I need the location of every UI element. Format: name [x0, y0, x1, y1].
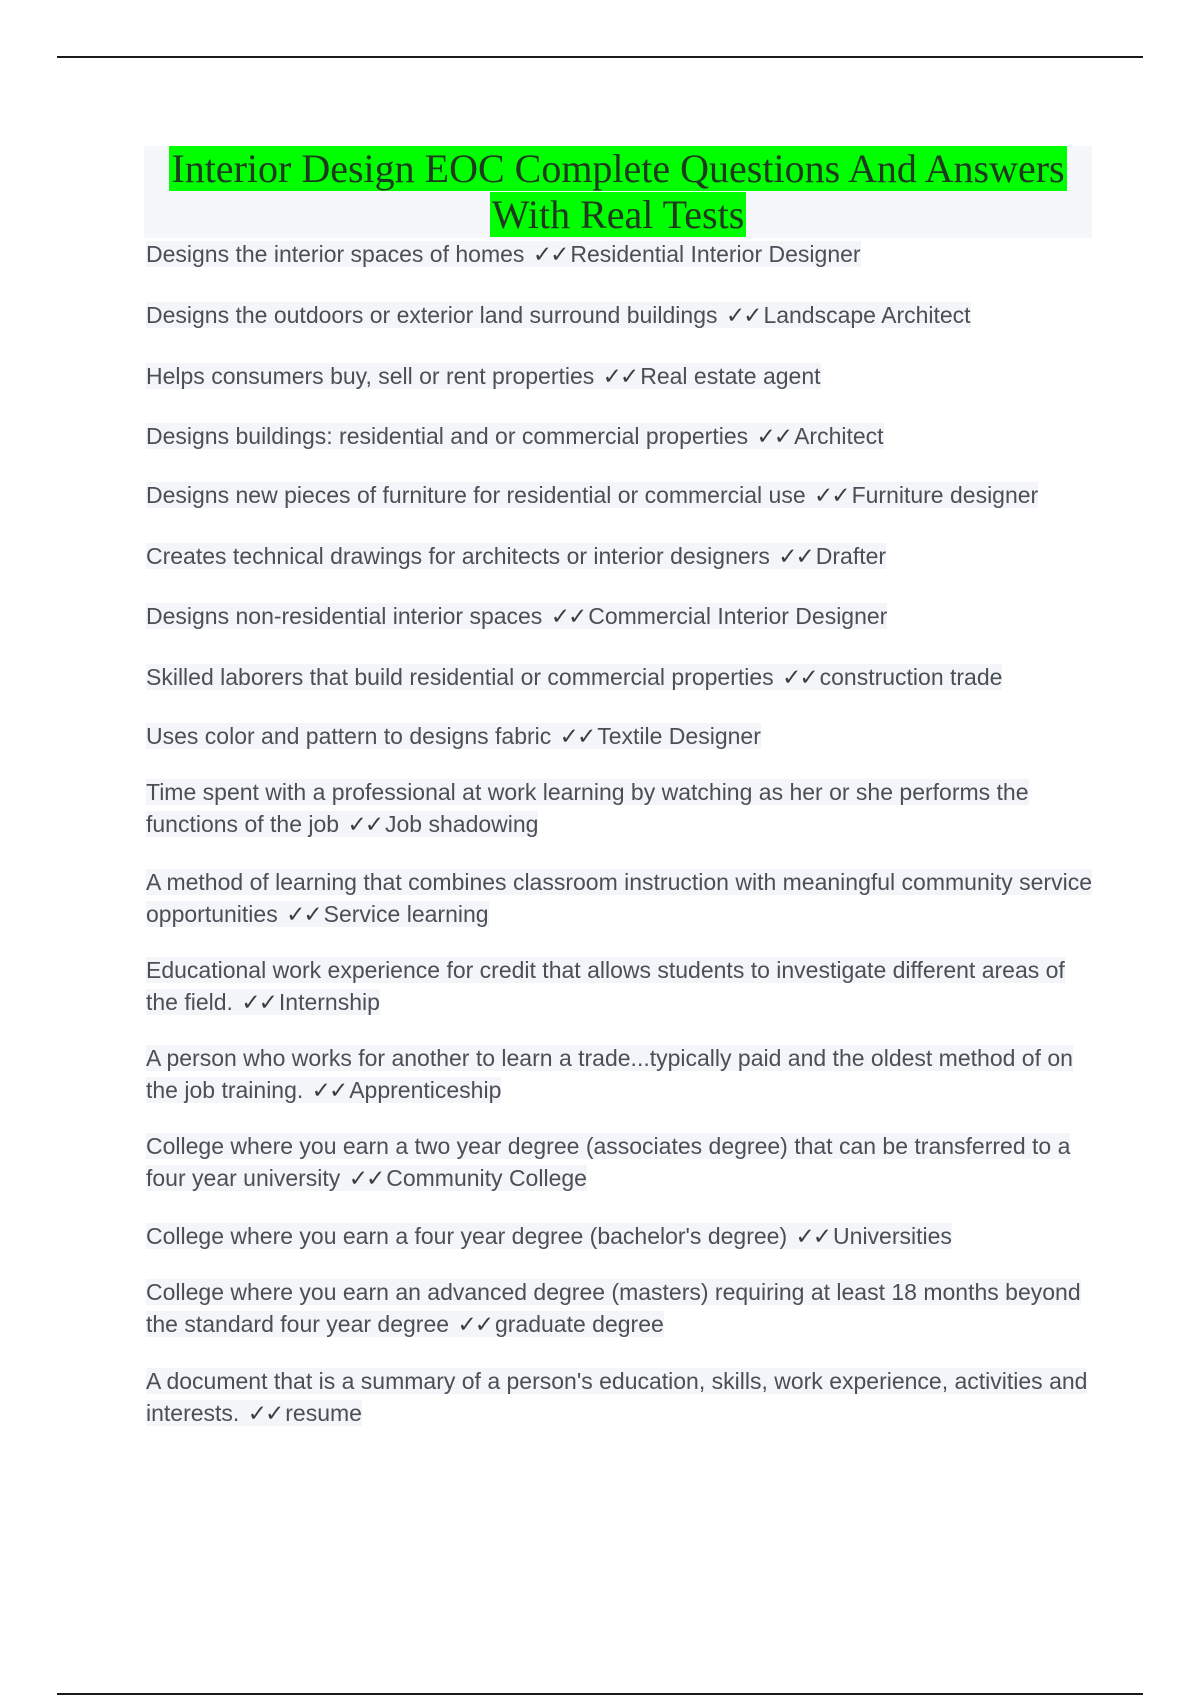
check-icon: ✓✓ — [532, 241, 568, 267]
check-icon: ✓✓ — [241, 989, 276, 1015]
question-text: College where you earn a two year degree (associates degree) that can be transferred to a four year university — [146, 1133, 1071, 1191]
check-icon: ✓✓ — [347, 811, 383, 837]
question-text: Skilled laborers that build residential or commercial properties — [146, 664, 774, 690]
qa-item — [146, 1276, 1094, 1340]
check-icon: ✓✓ — [311, 1077, 347, 1103]
check-icon: ✓✓ — [247, 1400, 283, 1426]
check-icon: ✓✓ — [814, 482, 849, 508]
answer-text: construction trade — [819, 664, 1003, 690]
check-icon: ✓✓ — [559, 723, 595, 749]
check-icon: ✓✓ — [725, 302, 761, 328]
document-title: Interior Design EOC Complete Questions And Answers With Real Tests — [171, 146, 1065, 237]
qa-item — [146, 299, 971, 331]
answer-text: Commercial Interior Designer — [588, 603, 888, 629]
answer-text: Landscape Architect — [763, 302, 971, 328]
qa-item — [146, 720, 761, 752]
check-icon: ✓✓ — [782, 664, 817, 690]
check-icon: ✓✓ — [457, 1311, 492, 1337]
title-block — [144, 146, 1092, 238]
qa-item — [146, 238, 861, 270]
answer-text: Internship — [278, 989, 380, 1015]
qa-item — [146, 954, 1094, 1018]
qa-item — [146, 776, 1094, 840]
question-text: Designs buildings: residential and or commercial properties — [146, 423, 749, 449]
question-text: Uses color and pattern to designs fabric — [146, 723, 552, 749]
answer-text: Drafter — [815, 543, 887, 569]
answer-text: resume — [285, 1400, 362, 1426]
question-text: Designs the interior spaces of homes — [146, 241, 525, 267]
top-rule — [57, 56, 1143, 58]
question-text: Educational work experience for credit that allows students to investigate different areas of the field. — [146, 957, 1065, 1015]
answer-text: graduate degree — [494, 1311, 664, 1337]
qa-item — [146, 420, 884, 452]
check-icon: ✓✓ — [756, 423, 792, 449]
qa-item — [146, 1365, 1094, 1429]
check-icon: ✓✓ — [778, 543, 813, 569]
question-text: Designs non-residential interior spaces — [146, 603, 543, 629]
question-text: A method of learning that combines classroom instruction with meaningful community service opportunities — [146, 869, 1092, 927]
question-text: College where you earn a four year degree (bachelor's degree) — [146, 1223, 788, 1249]
question-text: College where you earn an advanced degree (masters) requiring at least 18 months beyond the standard four year degree — [146, 1279, 1081, 1337]
qa-item — [146, 360, 821, 392]
answer-text: Architect — [794, 423, 884, 449]
answer-text: Community College — [386, 1165, 587, 1191]
answer-text: Textile Designer — [597, 723, 761, 749]
check-icon: ✓✓ — [286, 901, 321, 927]
qa-item — [146, 540, 886, 572]
check-icon: ✓✓ — [602, 363, 638, 389]
qa-item — [146, 1042, 1094, 1106]
answer-text: Universities — [833, 1223, 952, 1249]
question-text: Creates technical drawings for architects or interior designers — [146, 543, 770, 569]
answer-text: Residential Interior Designer — [570, 241, 861, 267]
qa-item — [146, 661, 1002, 693]
question-text: Designs new pieces of furniture for residential or commercial use — [146, 482, 806, 508]
answer-text: Job shadowing — [385, 811, 539, 837]
question-text: Designs the outdoors or exterior land surround buildings — [146, 302, 718, 328]
answer-text: Apprenticeship — [349, 1077, 502, 1103]
check-icon: ✓✓ — [550, 603, 586, 629]
qa-item — [146, 866, 1094, 930]
qa-item — [146, 479, 1038, 511]
question-text: A person who works for another to learn a trade...typically paid and the oldest method of on the job training. — [146, 1045, 1073, 1103]
check-icon: ✓✓ — [348, 1165, 384, 1191]
bottom-rule — [57, 1693, 1143, 1695]
answer-text: Furniture designer — [851, 482, 1039, 508]
qa-item — [146, 600, 887, 632]
qa-item — [146, 1220, 952, 1252]
question-text: Time spent with a professional at work learning by watching as her or she performs the functions of the job — [146, 779, 1029, 837]
question-text: A document that is a summary of a person's education, skills, work experience, activities and interests. — [146, 1368, 1088, 1426]
question-text: Helps consumers buy, sell or rent properties — [146, 363, 595, 389]
qa-item — [146, 1130, 1094, 1194]
answer-text: Service learning — [323, 901, 489, 927]
answer-text: Real estate agent — [640, 363, 821, 389]
check-icon: ✓✓ — [795, 1223, 831, 1249]
